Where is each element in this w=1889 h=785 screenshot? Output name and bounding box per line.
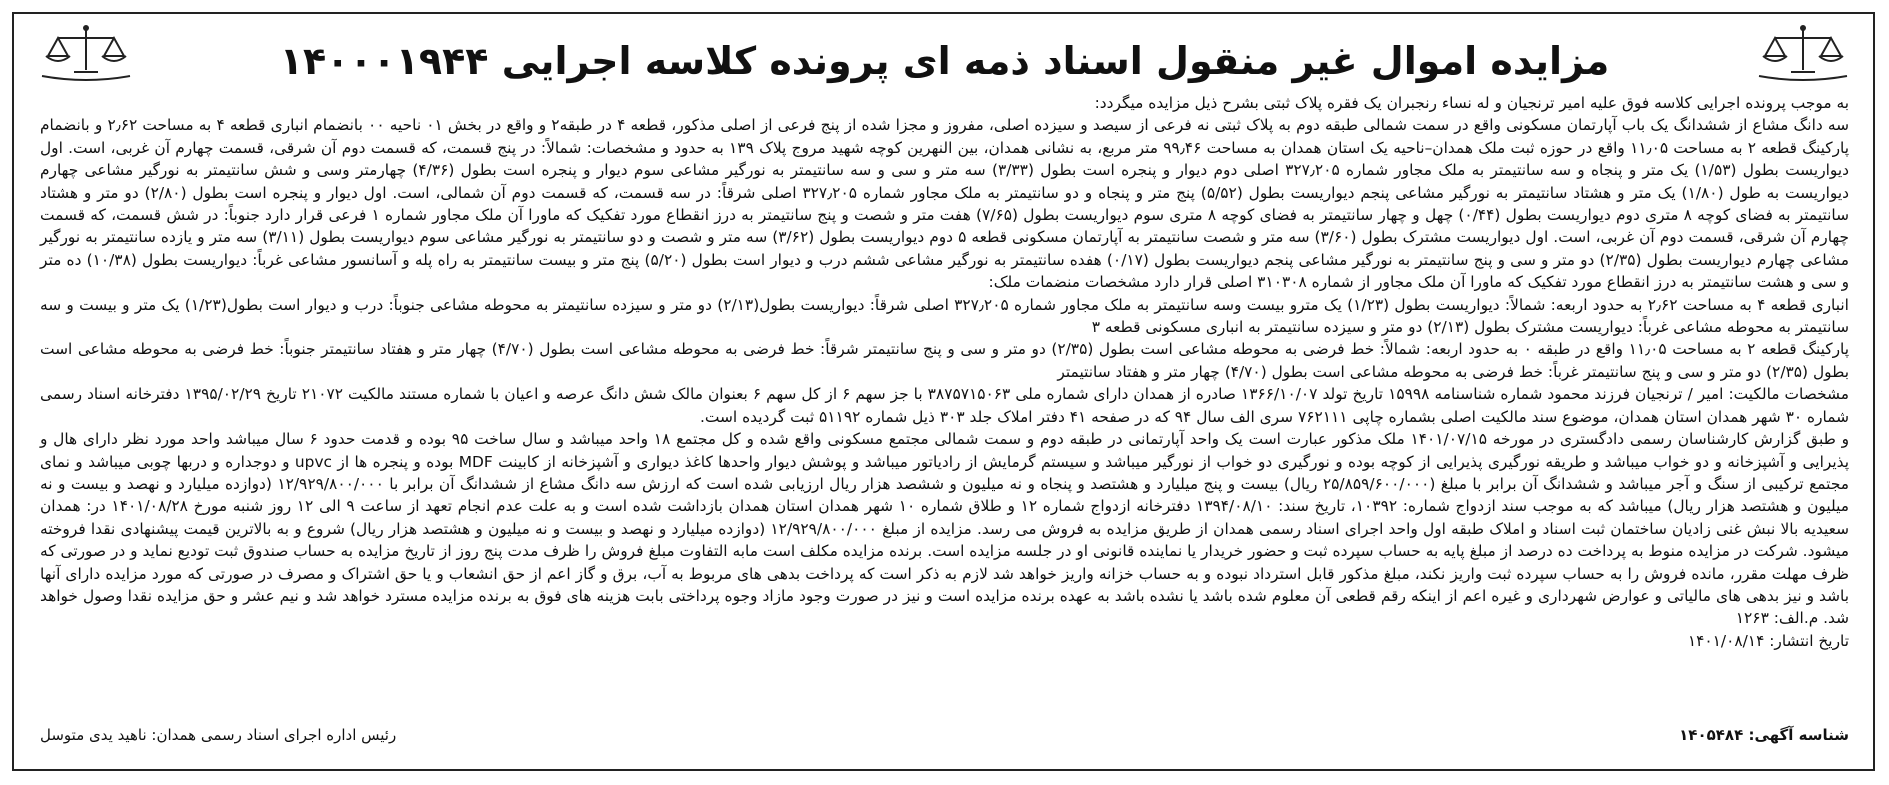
publication-date: تاریخ انتشار: ۱۴۰۱/۰۸/۱۴ <box>1687 631 1849 650</box>
property-boundaries-paragraph: سه دانگ مشاع از ششدانگ یک باب آپارتمان مسکونی واقع در سمت شمالی طبقه دوم به پلاک ثبتی نه فرعی از سیصد و سیزده اصلی، مفروز و مجزا شده از پنج فرعی از اصلی مذکور، قطعه ۴ در طبقه۲ و واقع در بخش ۰۱ ناحیه ۰۰ بانضمام انباری قطعه ۴ به مساحت ۲٫۶۲ و بانضمام پارکینگ قطعه ۲ به مساحت ۱۱٫۰۵ واقع در حوزه ثبت ملک همدان–ناحیه یک استان همدان به مساحت ۹۹٫۴۶ متر مربع، به نشانی همدان، بین النهرین کوچه شهید مروج پلاک ۱۳۹ به حدود و مشخصات: شمالاً: در پنج قسمت، که قسمت دوم آن شرقی، قسمت چهارم آن غربی، است. اول دیواریست بطول (۱/۵۳) یک متر و پنجاه و سه سانتیمتر به ملک مجاور شماره ۳۲۷٫۲۰۵ اصلی دوم دیوار و پنجره است بطول (۳/۳۳) سه متر و سی و سه سانتیمتر به نورگیر مشاعی سوم دیوار و پنجره است بطول (۴/۳۶) چهارمتر وسی و شش سانتیمتر به نورگیر مشاعی چهارم دیواریست به طول (۱/۸۰) یک متر و هشتاد سانتیمتر به نورگیر مشاعی پنجم دیواریست بطول (۵/۵۲) پنج متر و پنجاه و دو سانتیمتر به ملک مجاور شماره ۳۲۷٫۲۰۵ اصلی شرقاً: در سه قسمت، که قسمت دوم آن شمالی، است. اول دیوار و پنجره است بطول (۲/۸۰) دو متر و هشتاد سانتیمتر به فضای کوچه ۸ متری دوم دیواریست بطول (۰/۴۴) چهل و چهار سانتیمتر به فضای کوچه ۸ متری سوم دیواریست بطول (۷/۶۵) هفت متر و شصت و پنج سانتیمتر به درز انقطاع مورد تفکیک که ماورا آن ملک مجاور شماره ۱ فرعی قرار دارد جنوباً: در شش قسمت، که قسمت چهارم آن شرقی، قسمت دوم آن غربی، است. اول دیواریست مشترک بطول (۳/۶۰) سه متر و شصت سانتیمتر به آپارتمان مسکونی قطعه ۵ دوم دیواریست بطول (۳/۶۲) سه متر و شصت و دو سانتیمتر به نورگیر مشاعی سوم دیواریست بطول (۳/۱۱) سه متر و یازده سانتیمتر به نورگیر مشاعی چهارم دیواریست بطول (۲/۳۵) دو متر و سی و پنج سانتیمتر به نورگیر مشاعی پنجم دیواریست بطول (۰/۱۷) هفده سانتیمتر به نورگیر مشاعی ششم درب و دیوار است بطول (۵/۲۰) پنج متر و بیست سانتیمتر به راه پله و آسانسور مشاعی غرباً: دیواریست بطول (۱۰/۳۸) ده متر و سی و هشت سانتیمتر به درز انقطاع مورد تفکیک که ماورا آن ملک مجاور از شماره ۳۱۰۳۰۸ اصلی قرار دارد مشخصات منضمات ملک: <box>40 116 1850 292</box>
justice-scale-emblem-right <box>1753 22 1853 82</box>
justice-scale-emblem-left <box>36 22 136 82</box>
ownership-paragraph: مشخصات مالکیت: امیر / ترنجیان فرزند محمود شماره شناسنامه ۱۵۹۹۸ تاریخ تولد ۱۳۶۶/۱۰/۰۷ صادره از همدان دارای شماره ملی ۳۸۷۵۷۱۵۰۶۳ با جز سهم ۶ از کل سهم ۶ بعنوان مالک شش دانگ عرصه و اعیان با شماره مستند مالکیت ۲۱۰۷۲ تاریخ ۱۳۹۵/۰۲/۲۹ دفترخانه اسناد رسمی شماره ۳۰ شهر همدان استان همدان، موضوع سند مالکیت اصلی بشماره چاپی ۷۶۲۱۱۱ سری الف سال ۹۴ که در صفحه ۴۱ دفتر املاک جلد ۳۰۳ ذیل شماره ۵۱۱۹۲ ثبت گردیده است. <box>40 385 1849 426</box>
signature: رئیس اداره اجرای اسناد رسمی همدان: ناهید یدی متوسل <box>40 726 397 744</box>
ad-id: شناسه آگهی: ۱۴۰۵۴۸۴ <box>1679 726 1849 744</box>
parking-paragraph: پارکینگ قطعه ۲ به مساحت ۱۱٫۰۵ واقع در طبقه ۰ به حدود اربعه: شمالاً: خط فرضی به محوطه مشاعی است بطول (۲/۳۵) دو متر و سی و پنج سانتیمتر شرقاً: خط فرضی به محوطه مشاعی است بطول (۴/۷۰) چهار متر و هفتاد سانتیمتر جنوباً: خط فرضی به محوطه مشاعی است بطول (۲/۳۵) دو متر و سی و پنج سانتیمتر غرباً: خط فرضی به محوطه مشاعی است بطول (۴/۷۰) چهار متر و هفتاد سانتیمتر <box>40 340 1849 381</box>
intro-paragraph: به موجب پرونده اجرایی کلاسه فوق علیه امیر ترنجیان و له نساء رنجبران یک فقره پلاک ثبتی بشرح ذیل مزایده میگردد: <box>1094 94 1849 112</box>
ad-title: مزایده اموال غیر منقول اسناد ذمه ای پرونده کلاسه اجرایی ۱۴۰۰۰۱۹۴۴ <box>279 39 1610 83</box>
storage-paragraph: انباری قطعه ۴ به مساحت ۲٫۶۲ به حدود اربعه: شمالاً: دیواریست بطول (۱/۲۳) یک مترو بیست وسه سانتیمتر به ملک مجاور شماره ۳۲۷٫۲۰۵ اصلی شرقاً: دیواریست بطول(۲/۱۳) دو متر و سیزده سانتیمتر به محوطه مشاعی جنوباً: درب و دیوار است بطول(۱/۲۳) یک متر و بیست و سه سانتیمتر به محوطه مشاعی غرباً: دیواریست مشترک بطول (۲/۱۳) دو متر و سیزده سانتیمتر به انباری مسکونی قطعه ۳ <box>40 295 1849 337</box>
ad-body <box>40 92 1849 652</box>
appraisal-paragraph: و طبق گزارش کارشناسان رسمی دادگستری در مورخه ۱۴۰۱/۰۷/۱۵ ملک مذکور عبارت است یک واحد آپارتمانی در طبقه دوم و سمت شمالی مجتمع مسکونی واقع شده و کل مجتمع ۱۸ واحد میباشد و سال ساخت ۹۵ بوده و قدمت حدود ۶ سال میباشد واحد مورد نظر دارای هال و پذیرایی و آشپزخانه و دو خواب میباشد و طریقه نورگیری پذیرایی از کوچه بوده و نورگیری دو خواب از نورگیر میباشد و سیستم گرمایش از رادیاتور میباشد و پوشش دیوار واحدها کاغذ دیواری و آشپزخانه از کابینت MDF بوده و پنجره ها از upvc و دوجداره و دربها چوبی میباشد و نمای مجتمع ترکیبی از سنگ و آجر میباشد و ششدانگ آن برابر با مبلغ (۲۵/۸۵۹/۶۰۰/۰۰۰ ریال) بیست و پنج میلیارد و هشتصد و پنجاه و نه میلیون و ششصد هزار ریال ارزیابی شده است که ارزش سه دانگ مشاع از ششدانگ آن برابر با ۱۲/۹۲۹/۸۰۰/۰۰۰ (دوازده میلیارد و نهصد و بیست و نه میلیون و هشتصد هزار ریال) میباشد که به موجب سند ازدواج شماره: ۱۰۳۹۲، تاریخ سند: ۱۳۹۴/۰۸/۱۰ دفترخانه ازدواج شماره ۱۲ و طلاق شماره ۱۰ شهر همدان استان همدان بازداشت شده است و به علت عدم انجام تعهد از ساعت ۹ الی ۱۲ روز شنبه مورخ ۱۴۰۱/۰۸/۲۸ در: همدان سعیدیه بالا نبش غنی زادیان ساختمان ثبت اسناد و املاک طبقه اول واحد اجرای اسناد رسمی همدان از طریق مزایده به فروش می رسد. مزایده از مبلغ ۱۲/۹۲۹/۸۰۰/۰۰۰ (دوازده میلیارد و نهصد و بیست و نه میلیون و هشتصد هزار ریال) شروع و به بالاترین قیمت پیشنهادی نقدا فروخته میشود. شرکت در مزایده منوط به پرداخت ده درصد از مبلغ پایه به حساب سپرده ثبت و حضور خریدار یا نماینده قانونی او در جلسه مزایده است. برنده مزایده مکلف است مابه التفاوت مبلغ فروش را ظرف مدت پنج روز از تاریخ مزایده به حساب صندوق ثبت تودیع نماید و در صورتی که ظرف مهلت مقرر، مانده فروش را به حساب سپرده ثبت واریز نکند، مبلغ مذکور قابل استرداد نبوده و به حساب خزانه واریز خواهد شد لازم به ذکر است که پرداخت بدهی های مربوط به آب، برق و گاز اعم از حق انشعاب و یا حق اشتراک و مصرف در صورتی که مورد مزایده دارای آنها باشد و نیز بدهی های مالیاتی و عوارض شهرداری و غیره اعم از اینکه رقم قطعی آن معلوم شده باشد یا نشده باشد به عهده برنده مزایده است و نیز در صورت وجود مازاد وجوه پرداختی بابت هزینه های فوق به برنده مزایده مسترد خواهد شد و نیم عشر و حق مزایده نقدا وصول خواهد شد. م.الف: ۱۲۶۳ <box>40 430 1850 628</box>
